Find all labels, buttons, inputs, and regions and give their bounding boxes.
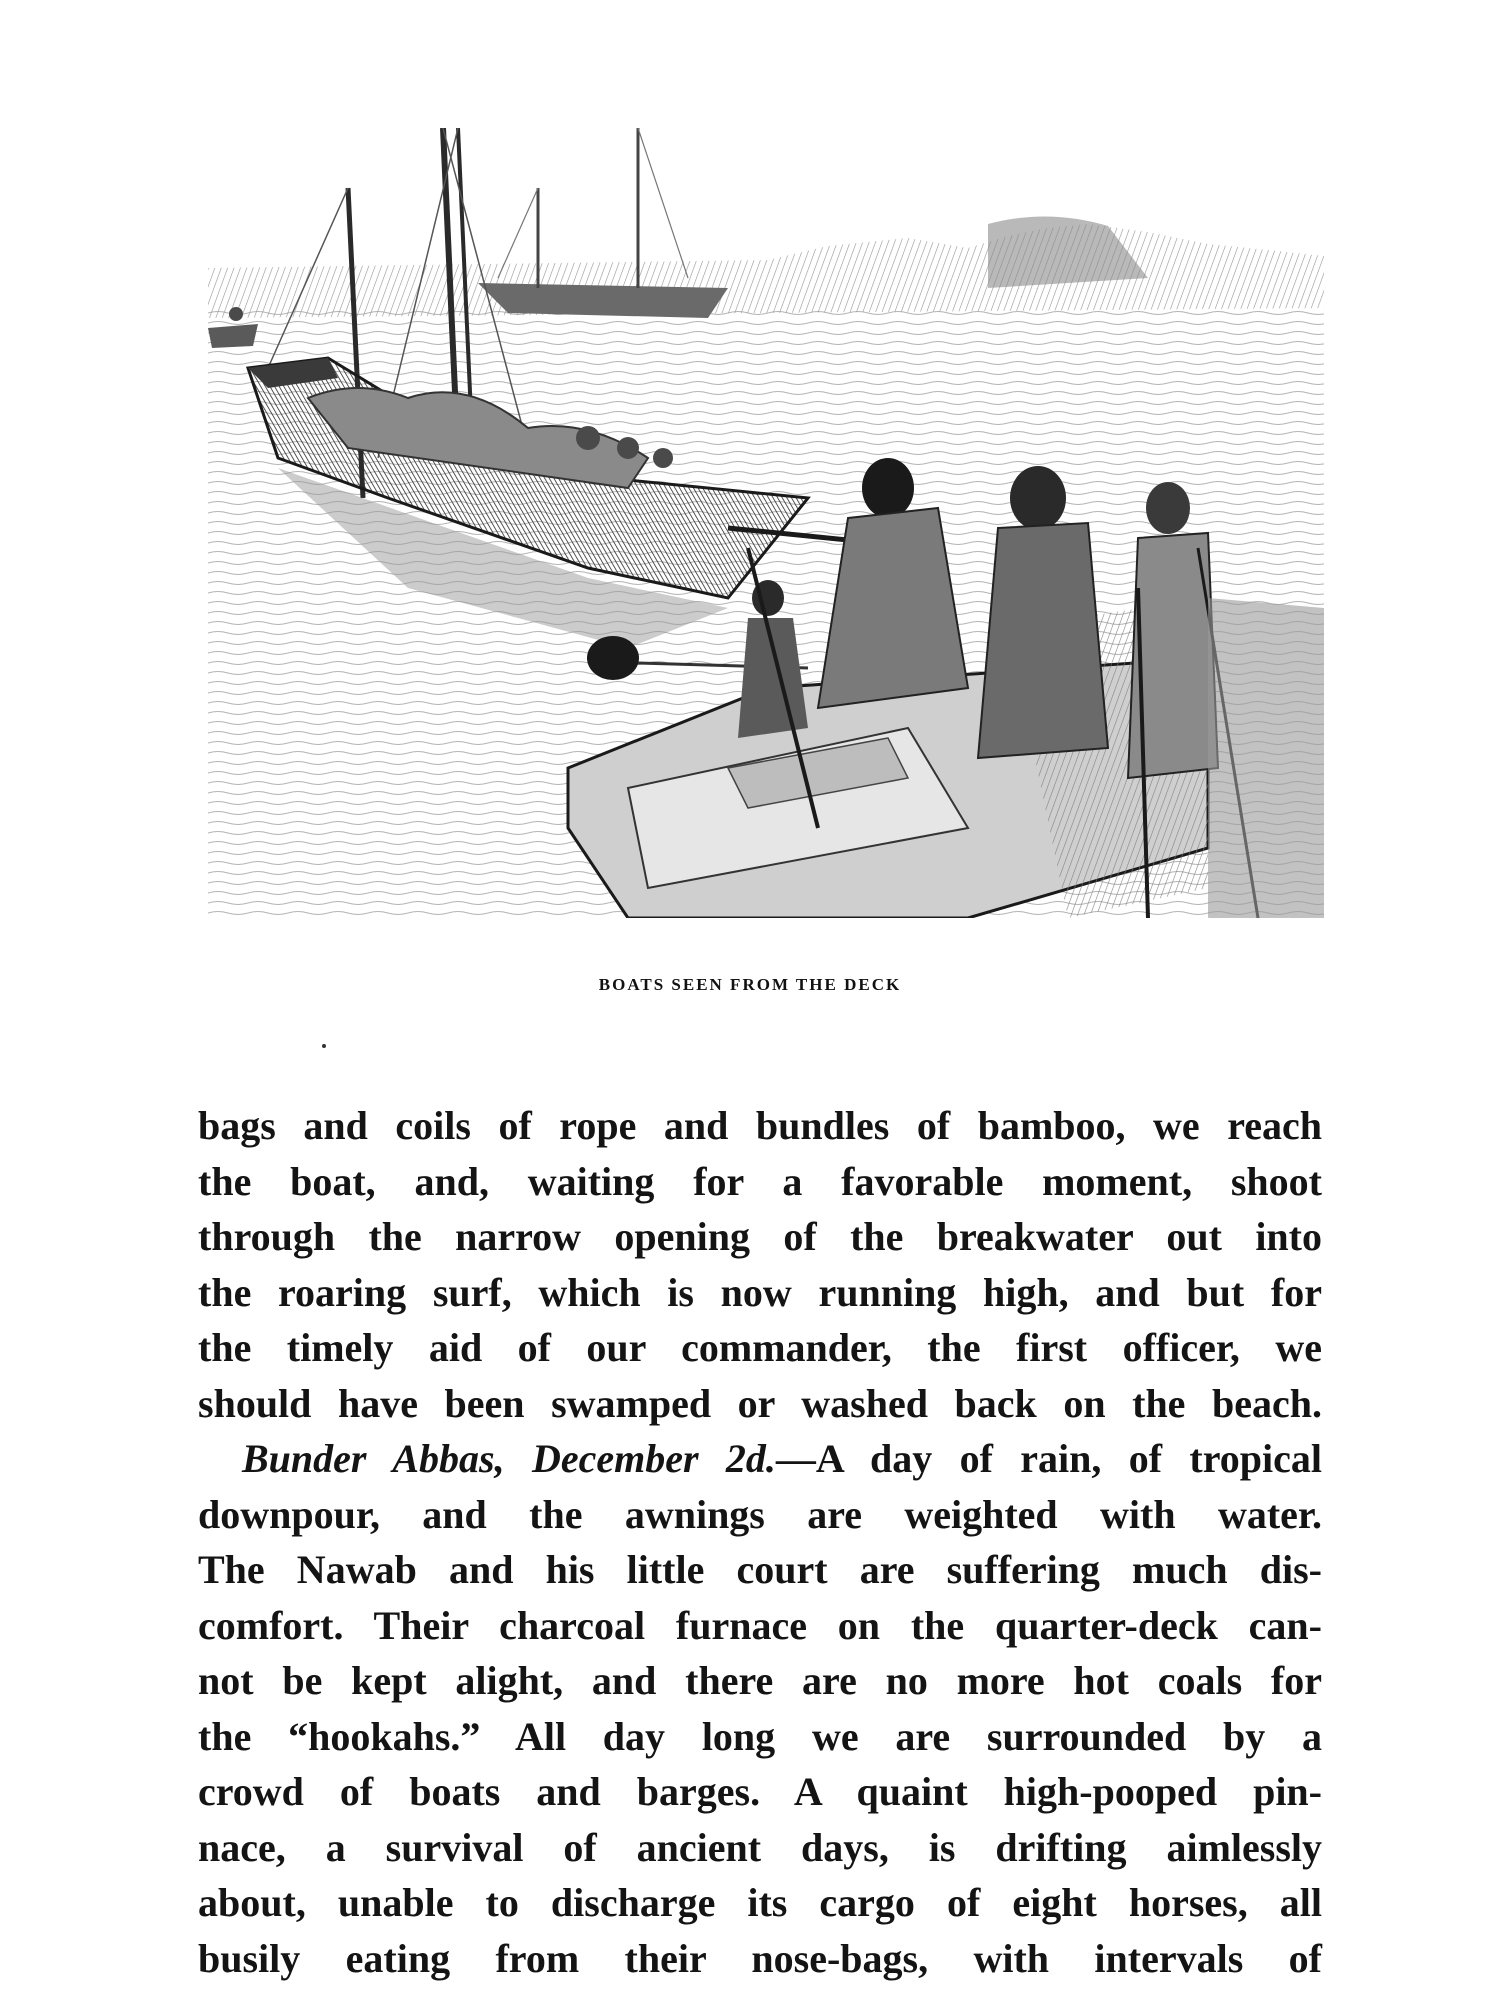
text-line: comfort. Their charcoal furnace on the quarter-deck can-	[198, 1602, 1322, 1648]
print-speck	[322, 1044, 326, 1048]
text-line: the roaring surf, which is now running high, and but for	[198, 1269, 1322, 1315]
engraving-svg	[208, 128, 1324, 918]
text-line: about, unable to discharge its cargo of eight horses, all	[198, 1880, 1322, 1925]
text-line: not be kept alight, and there are no more hot coals for	[198, 1658, 1322, 1703]
diary-entry-first-line-rest: —A day of rain, of tropical	[775, 1436, 1322, 1481]
body-text	[198, 1098, 1322, 1986]
text-line: the timely aid of our commander, the first officer, we	[198, 1325, 1322, 1370]
text-line: nace, a survival of ancient days, is drifting aimlessly	[198, 1824, 1322, 1870]
diary-entry-first-line	[198, 1431, 1322, 1487]
text-line: the boat, and, waiting for a favorable moment, shoot	[198, 1158, 1322, 1204]
text-line: the “hookahs.” All day long we are surrounded by a	[198, 1713, 1322, 1759]
text-line: The Nawab and his little court are suffering much dis-	[198, 1547, 1322, 1592]
diary-entry-heading: Bunder Abbas, December 2d.	[242, 1436, 776, 1481]
text-line: bags and coils of rope and bundles of bamboo, we reach	[198, 1103, 1322, 1148]
text-line: downpour, and the awnings are weighted with water.	[198, 1491, 1322, 1537]
text-line: busily eating from their nose-bags, with intervals of	[198, 1935, 1322, 1981]
boats-illustration	[208, 128, 1324, 918]
illustration-caption: BOATS SEEN FROM THE DECK	[598, 975, 902, 994]
text-line: crowd of boats and barges. A quaint high-pooped pin-	[198, 1769, 1322, 1814]
text-line: should have been swamped or washed back on the beach.	[198, 1380, 1322, 1426]
text-line: through the narrow opening of the breakwater out into	[198, 1214, 1322, 1259]
